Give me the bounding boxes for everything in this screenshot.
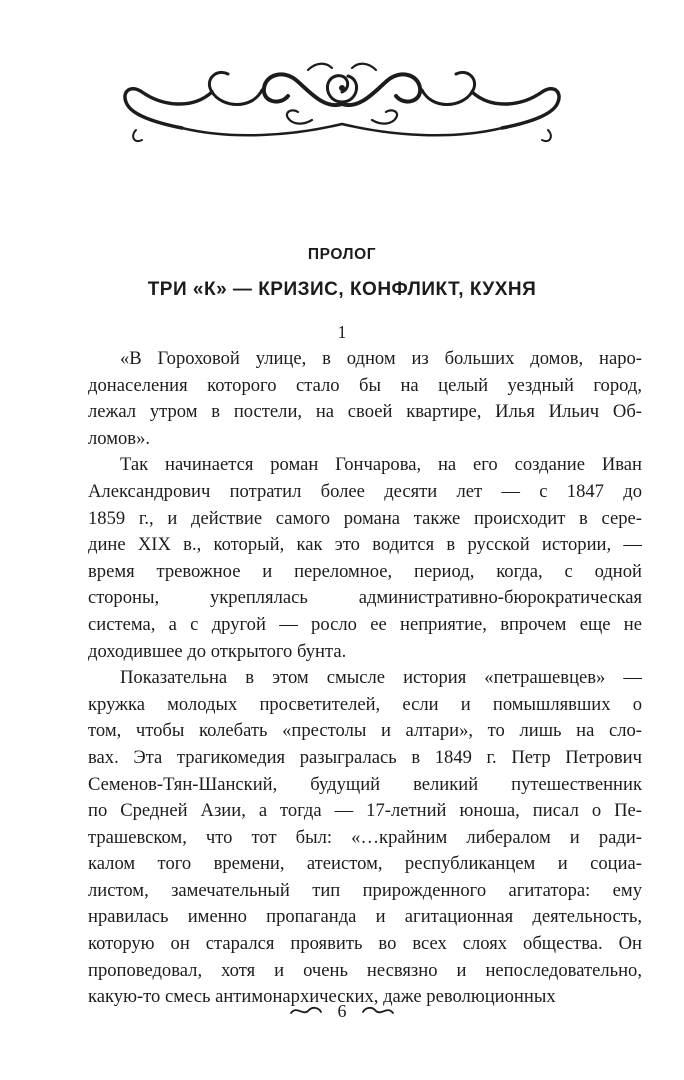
text-line: нравилась именно пропаганда и агитационная деятельность, — [88, 906, 642, 928]
text-line: дине XIX в., который, как это водится в русской истории, — — [88, 534, 642, 556]
text-line: стороны, укреплялась административно-бюрократическая — [88, 587, 642, 609]
folio-swash-right-icon — [361, 1001, 395, 1022]
header-ornament — [0, 40, 684, 150]
text-line: доходившее до открытого бунта. — [88, 640, 347, 662]
text-line: 1859 г., и действие самого романа также происходит в сере- — [88, 507, 642, 529]
text-line: вах. Эта трагикомедия разыгралась в 1849 г. Петр Петрович — [88, 746, 642, 768]
text-line: трашевском, что тот был: «…крайним либералом и ради- — [88, 826, 642, 848]
text-line: кружка молодых просветителей, если и помышлявших о — [88, 693, 642, 715]
text-line: донаселения которого стало бы на целый уездный город, — [88, 374, 642, 396]
body-text — [88, 346, 642, 1011]
section-number: 1 — [337, 322, 347, 342]
text-line: Так начинается роман Гончарова, на его создание Иван — [120, 454, 642, 476]
chapter-title: ТРИ «К» — КРИЗИС, КОНФЛИКТ, КУХНЯ — [147, 279, 537, 300]
text-line: Александрович потратил более десяти лет — с 1847 до — [88, 480, 642, 502]
text-line: проповедовал, хотя и очень несвязно и непоследовательно, — [88, 959, 642, 981]
section-label: ПРОЛОГ — [307, 246, 377, 263]
text-line: система, а с другой — росло ее неприятие, впрочем еще не — [88, 613, 642, 635]
text-line: Показательна в этом смысле история «петрашевцев» — — [120, 667, 642, 689]
text-line: лежал утром в постели, на своей квартире, Илья Ильич Об- — [88, 401, 642, 423]
text-line: Семенов-Тян-Шанский, будущий великий путешественник — [88, 773, 642, 795]
folio-swash-left-icon — [289, 1001, 323, 1022]
text-line: время тревожное и переломное, период, когда, с одной — [88, 560, 642, 582]
text-line: том, чтобы колебать «престолы и алтари», то лишь на сло- — [88, 720, 642, 742]
text-line: по Средней Азии, а тогда — 17-летний юноша, писал о Пе- — [88, 800, 642, 822]
ornament-flourish-icon — [112, 40, 572, 150]
page-footer — [0, 1000, 684, 1022]
text-line: листом, замечательный тип прирожденного агитатора: ему — [88, 879, 642, 901]
text-line: калом того времени, атеистом, республиканцем и социа- — [88, 853, 642, 875]
page-number: 6 — [337, 1001, 347, 1022]
text-line: какую-то смесь антимонархических, даже революционных — [88, 986, 556, 1008]
text-line: ломов». — [88, 427, 151, 449]
text-line: «В Гороховой улице, в одном из больших домов, наро- — [120, 348, 642, 369]
text-line: которую он старался проявить во всех слоях общества. Он — [88, 933, 642, 955]
